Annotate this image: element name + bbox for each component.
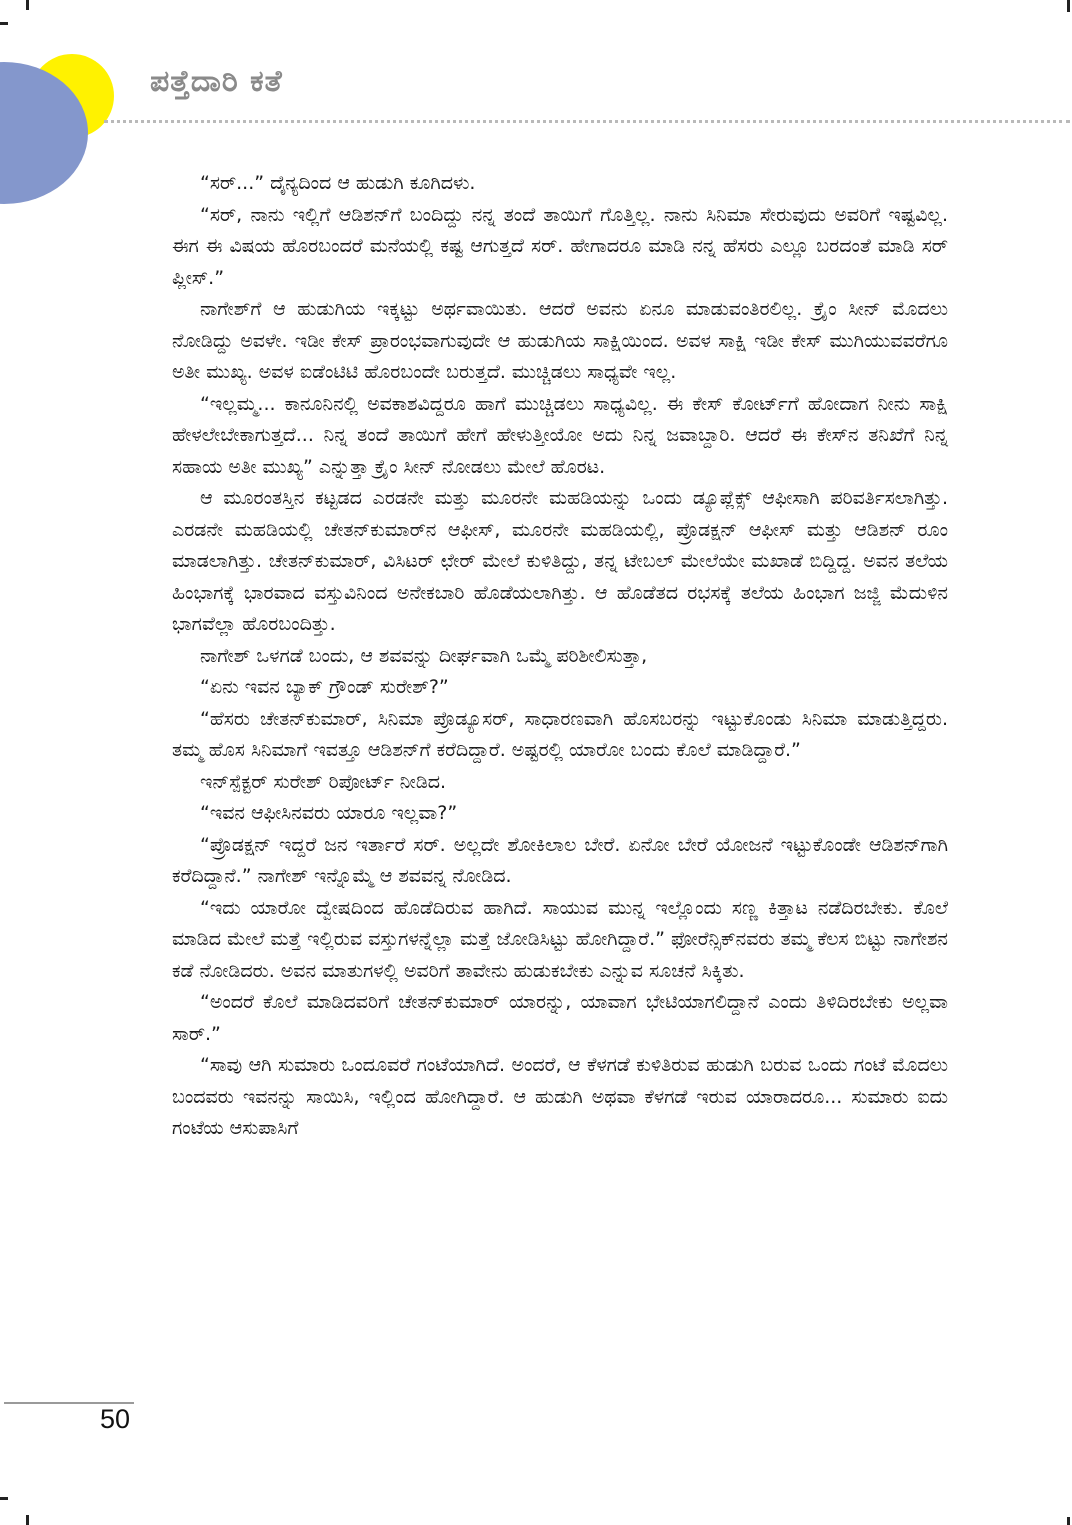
- crop-mark-top-left-vertical: [26, 0, 29, 10]
- paragraph: “ಏನು ಇವನ ಬ್ಯಾಕ್ ಗ್ರೌಂಡ್ ಸುರೇಶ್?”: [200, 676, 449, 698]
- header-dotted-divider: [104, 120, 1070, 123]
- paragraph: “ಇದು ಯಾರೋ ದ್ವೇಷದಿಂದ ಹೊಡೆದಿರುವ ಹಾಗಿದೆ. ಸಾಯುವ ಮುನ್ನ ಇಲ್ಲೊಂದು ಸಣ್ಣ ಕಿತ್ತಾಟ ನಡೆದಿರಬೇಕು. ಕೊಲೆ ಮಾಡಿದ ಮೇಲೆ ಮತ್ತೆ ಇಲ್ಲಿರುವ ವಸ್ತುಗಳನ್ನೆಲ್ಲಾ ಮತ್ತೆ ಜೋಡಿಸಿಟ್ಟು ಹೋಗಿದ್ದಾರೆ.” ಫೋರೆನ್ಸಿಕ್‌ನವರು ತಮ್ಮ ಕೆಲಸ ಬಿಟ್ಟು ನಾಗೇಶನ ಕಡೆ ನೋಡಿದರು. ಅವನ ಮಾತುಗಳಲ್ಲಿ ಅವರಿಗೆ ತಾವೇನು ಹುಡುಕಬೇಕು ಎನ್ನುವ ಸೂಚನೆ ಸಿಕ್ಕಿತು.: [172, 896, 948, 982]
- paragraph: “ಸರ್...” ದೈನ್ಯದಿಂದ ಆ ಹುಡುಗಿ ಕೂಗಿದಳು.: [200, 172, 476, 194]
- paragraph: ನಾಗೇಶ್ ಒಳಗಡೆ ಬಂದು, ಆ ಶವವನ್ನು ದೀರ್ಘವಾಗಿ ಒಮ್ಮೆ ಪರಿಶೀಲಿಸುತ್ತಾ,: [200, 644, 648, 667]
- crop-mark-bottom-left-horizontal: [0, 1497, 8, 1500]
- crop-mark-bottom-right-vertical: [1067, 1517, 1070, 1525]
- paragraph: “ಸರ್, ನಾನು ಇಲ್ಲಿಗೆ ಆಡಿಶನ್‌ಗೆ ಬಂದಿದ್ದು ನನ್ನ ತಂದೆ ತಾಯಿಗೆ ಗೊತ್ತಿಲ್ಲ. ನಾನು ಸಿನಿಮಾ ಸೇರುವುದು ಅವರಿಗೆ ಇಷ್ಟವಿಲ್ಲ. ಈಗ ಈ ವಿಷಯ ಹೊರಬಂದರೆ ಮನೆಯಲ್ಲಿ ಕಷ್ಟ ಆಗುತ್ತದೆ ಸರ್. ಹೇಗಾದರೂ ಮಾಡಿ ನನ್ನ ಹೆಸರು ಎಲ್ಲೂ ಬರದಂತೆ ಮಾಡಿ ಸರ್ ಪ್ಲೀಸ್.”: [172, 203, 948, 289]
- paragraph: “ಅಂದರೆ ಕೊಲೆ ಮಾಡಿದವರಿಗೆ ಚೇತನ್‌ಕುಮಾರ್ ಯಾರನ್ನು, ಯಾವಾಗ ಭೇಟಿಯಾಗಲಿದ್ದಾನೆ ಎಂದು ತಿಳಿದಿರಬೇಕು ಅಲ್ಲವಾ ಸಾರ್.”: [172, 991, 948, 1045]
- paragraph: ಇನ್‌ಸ್ಪೆಕ್ಟರ್ ಸುರೇಶ್ ರಿಪೋರ್ಟ್ ನೀಡಿದ.: [200, 770, 447, 793]
- page-number: 50: [100, 1404, 131, 1434]
- paragraph: “ಪ್ರೊಡಕ್ಷನ್ ಇದ್ದರೆ ಜನ ಇರ್ತಾರೆ ಸರ್. ಅಲ್ಲದೇ ಶೋಕಿಲಾಲ ಬೇರೆ. ಏನೋ ಬೇರೆ ಯೋಜನೆ ಇಟ್ಟುಕೊಂಡೇ ಆಡಿಶನ್‌ಗಾಗಿ ಕರೆದಿದ್ದಾನೆ.” ನಾಗೇಶ್ ಇನ್ನೊಮ್ಮೆ ಆ ಶವವನ್ನ ನೋಡಿದ.: [172, 833, 948, 887]
- paragraph: “ಇವನ ಆಫೀಸಿನವರು ಯಾರೂ ಇಲ್ಲವಾ?”: [200, 802, 458, 824]
- paragraph: “ಸಾವು ಆಗಿ ಸುಮಾರು ಒಂದೂವರೆ ಗಂಟೆಯಾಗಿದೆ. ಅಂದರೆ, ಆ ಕೆಳಗಡೆ ಕುಳಿತಿರುವ ಹುಡುಗಿ ಬರುವ ಒಂದು ಗಂಟೆ ಮೊದಲು ಬಂದವರು ಇವನನ್ನು ಸಾಯಿಸಿ, ಇಲ್ಲಿಂದ ಹೋಗಿದ್ದಾರೆ. ಆ ಹುಡುಗಿ ಅಥವಾ ಕೆಳಗಡೆ ಇರುವ ಯಾರಾದರೂ... ಸುಮಾರು ಐದು ಗಂಟೆಯ ಆಸುಪಾಸಿಗೆ: [172, 1054, 948, 1139]
- paragraph: ನಾಗೇಶ್‌ಗೆ ಆ ಹುಡುಗಿಯ ಇಕ್ಕಟ್ಟು ಅರ್ಥವಾಯಿತು. ಆದರೆ ಅವನು ಏನೂ ಮಾಡುವಂತಿರಲಿಲ್ಲ. ಕ್ರೈಂ ಸೀನ್ ಮೊದಲು ನೋಡಿದ್ದು ಅವಳೇ. ಇಡೀ ಕೇಸ್ ಪ್ರಾರಂಭವಾಗುವುದೇ ಆ ಹುಡುಗಿಯ ಸಾಕ್ಷಿಯಿಂದ. ಅವಳ ಸಾಕ್ಷಿ ಇಡೀ ಕೇಸ್ ಮುಗಿಯುವವರೆಗೂ ಅತೀ ಮುಖ್ಯ. ಅವಳ ಐಡೆಂಟಿಟಿ ಹೊರಬಂದೇ ಬರುತ್ತದೆ. ಮುಚ್ಚಿಡಲು ಸಾಧ್ಯವೇ ಇಲ್ಲ.: [172, 298, 948, 383]
- crop-mark-top-right-vertical: [1067, 0, 1070, 12]
- crop-mark-top-left-horizontal: [0, 22, 8, 25]
- body-text: [172, 168, 948, 1145]
- paragraph: “ಇಲ್ಲಮ್ಮ... ಕಾನೂನಿನಲ್ಲಿ ಅವಕಾಶವಿದ್ದರೂ ಹಾಗೆ ಮುಚ್ಚಿಡಲು ಸಾಧ್ಯವಿಲ್ಲ. ಈ ಕೇಸ್ ಕೋರ್ಟ್‌ಗೆ ಹೋದಾಗ ನೀನು ಸಾಕ್ಷಿ ಹೇಳಲೇಬೇಕಾಗುತ್ತದೆ... ನಿನ್ನ ತಂದೆ ತಾಯಿಗೆ ಹೇಗೆ ಹೇಳುತ್ತೀಯೋ ಅದು ನಿನ್ನ ಜವಾಬ್ದಾರಿ. ಆದರೆ ಈ ಕೇಸ್‌ನ ತನಿಖೆಗೆ ನಿನ್ನ ಸಹಾಯ ಅತೀ ಮುಖ್ಯ” ಎನ್ನುತ್ತಾ ಕ್ರೈಂ ಸೀನ್ ನೋಡಲು ಮೇಲೆ ಹೊರಟ.: [172, 392, 948, 478]
- paragraph: ಆ ಮೂರಂತಸ್ತಿನ ಕಟ್ಟಡದ ಎರಡನೇ ಮತ್ತು ಮೂರನೇ ಮಹಡಿಯನ್ನು ಒಂದು ಡ್ಯೂಪ್ಲೆಕ್ಸ್ ಆಫೀಸಾಗಿ ಪರಿವರ್ತಿಸಲಾಗಿತ್ತು. ಎರಡನೇ ಮಹಡಿಯಲ್ಲಿ ಚೇತನ್‌ಕುಮಾರ್‌ನ ಆಫೀಸ್, ಮೂರನೇ ಮಹಡಿಯಲ್ಲಿ, ಪ್ರೊಡಕ್ಷನ್ ಆಫೀಸ್ ಮತ್ತು ಆಡಿಶನ್ ರೂಂ ಮಾಡಲಾಗಿತ್ತು. ಚೇತನ್‌ಕುಮಾರ್, ವಿಸಿಟರ್ ಛೇರ್ ಮೇಲೆ ಕುಳಿತಿದ್ದು, ತನ್ನ ಟೇಬಲ್ ಮೇಲೆಯೇ ಮಖಾಡೆ ಬಿದ್ದಿದ್ದ. ಅವನ ತಲೆಯ ಹಿಂಭಾಗಕ್ಕೆ ಭಾರವಾದ ವಸ್ತುವಿನಿಂದ ಅನೇಕಬಾರಿ ಹೊಡೆಯಲಾಗಿತ್ತು. ಆ ಹೊಡೆತದ ರಭಸಕ್ಕೆ ತಲೆಯ ಹಿಂಭಾಗ ಜಜ್ಜಿ ಮೆದುಳಿನ ಭಾಗವೆಲ್ಲಾ ಹೊರಬಂದಿತ್ತು.: [172, 487, 948, 635]
- crop-mark-bottom-left-vertical: [26, 1515, 29, 1525]
- paragraph: “ಹೆಸರು ಚೇತನ್‌ಕುಮಾರ್, ಸಿನಿಮಾ ಪ್ರೊಡ್ಯೂಸರ್, ಸಾಧಾರಣವಾಗಿ ಹೊಸಬರನ್ನು ಇಟ್ಟುಕೊಂಡು ಸಿನಿಮಾ ಮಾಡುತ್ತಿದ್ದರು. ತಮ್ಮ ಹೊಸ ಸಿನಿಮಾಗೆ ಇವತ್ತೂ ಆಡಿಶನ್‌ಗೆ ಕರೆದಿದ್ದಾರೆ. ಅಷ್ಟರಲ್ಲಿ ಯಾರೋ ಬಂದು ಕೊಲೆ ಮಾಡಿದ್ದಾರೆ.”: [172, 707, 948, 761]
- chapter-title: ಪತ್ತೆದಾರಿ ಕತೆ: [150, 64, 283, 99]
